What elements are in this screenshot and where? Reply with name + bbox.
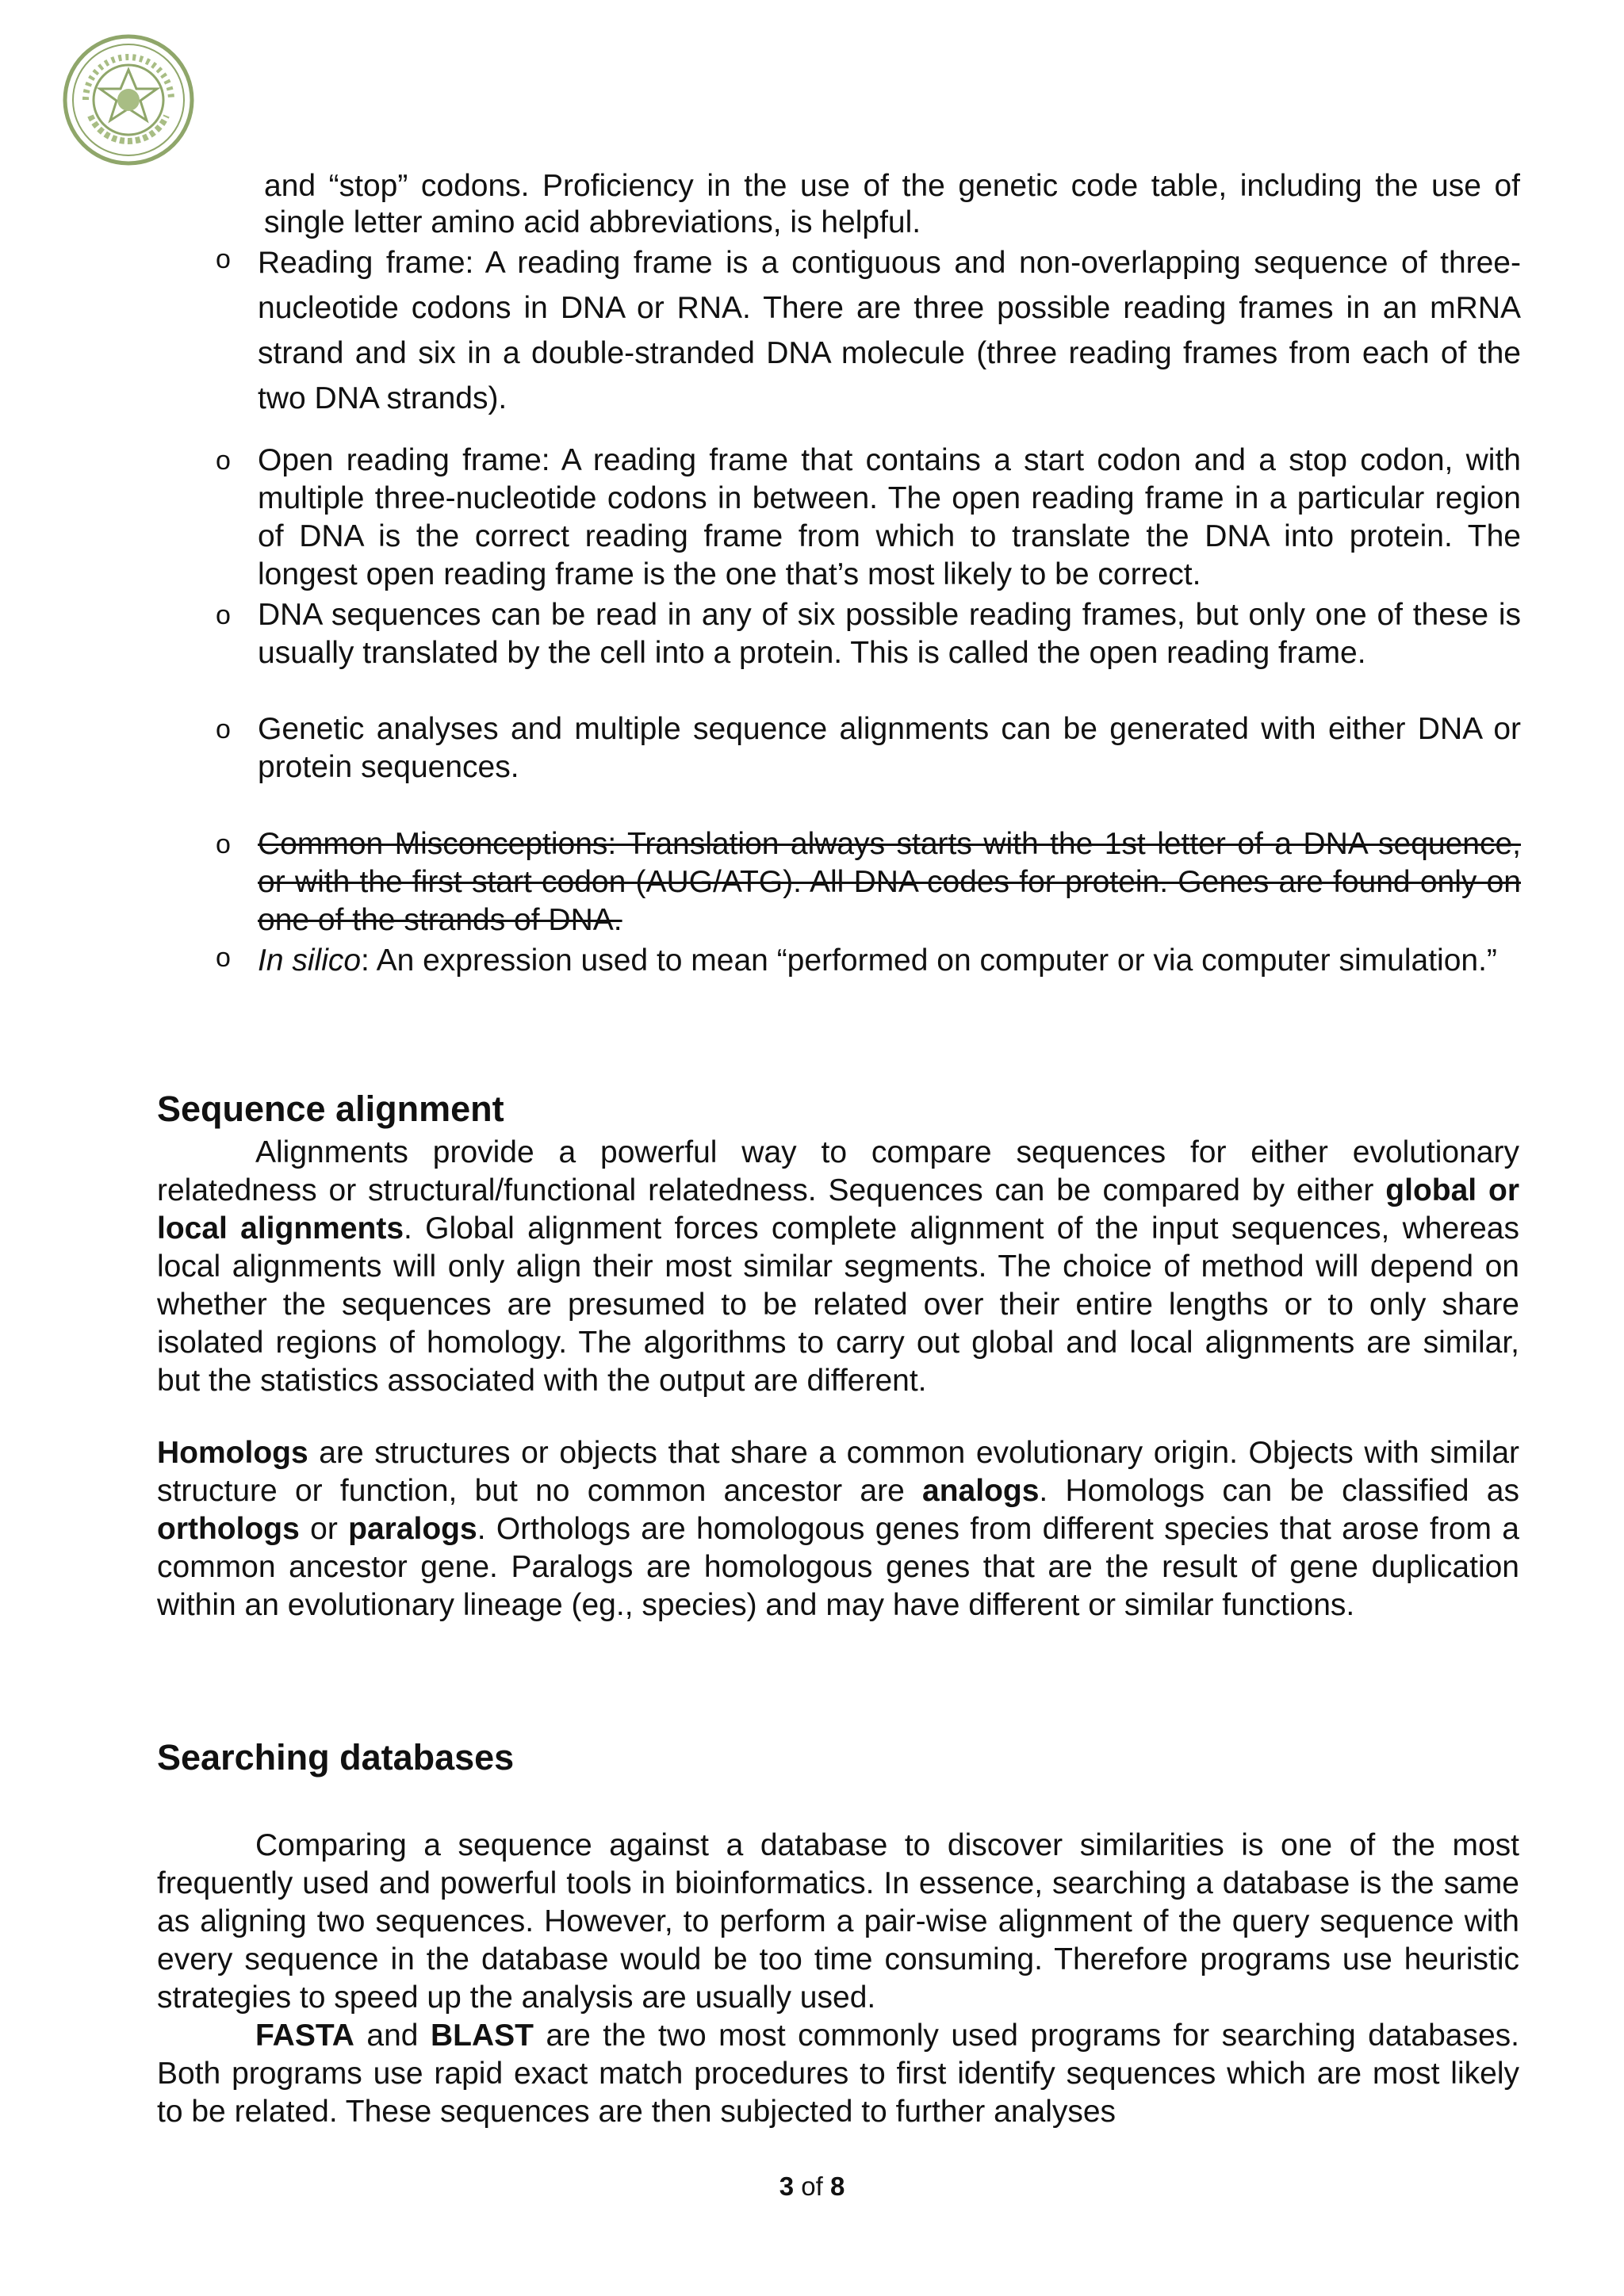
- continuation-text: and “stop” codons. Proficiency in the use of the genetic code table, including the use of single letter amino acid abbreviations, is helpful.: [264, 169, 1520, 239]
- list-item-six-frames: [216, 596, 1521, 672]
- text-run: and: [354, 2019, 431, 2053]
- bold-term-global-local: global or local alignments: [157, 1173, 1520, 1246]
- text-run: . Global alignment forces complete alignment of the input sequences, whereas local alignments will only align their most similar segments. The choice of method will depend on whether the sequences are presumed to be related over their entire lengths or to only share isolated regions of homology. The algorithms to carry out global and local alignments are similar, but the statistics associated with the output are different.: [157, 1211, 1519, 1398]
- bold-term-fasta: FASTA: [255, 2019, 354, 2053]
- bullet-marker: o: [216, 943, 231, 973]
- list-item-in-silico: [216, 939, 1521, 983]
- in-silico-term: In silico: [258, 943, 362, 978]
- text-run: . Orthologs are homologous genes from different species that arose from a common ancestor gene. Paralogs are homologous genes that are the result of gene duplication within an evolutionary lineage (eg., species) and may have different or similar functions.: [157, 1512, 1519, 1622]
- bold-term-orthologs: orthologs: [157, 1512, 300, 1546]
- list-item-genetic-analyses: [216, 710, 1521, 786]
- bullet-marker: o: [216, 600, 231, 630]
- page-number-footer: [0, 2171, 1624, 2202]
- bullet-marker: o: [216, 714, 231, 744]
- bullet-marker: o: [216, 446, 231, 476]
- list-item-open-reading-frame: [216, 442, 1521, 594]
- current-page-number: 3: [779, 2172, 795, 2201]
- list-item-misconceptions: [216, 825, 1521, 939]
- genetic-analyses-text: Genetic analyses and multiple sequence alignments can be generated with either DNA or protein sequences.: [258, 712, 1521, 784]
- in-silico-text: [258, 939, 1521, 983]
- sequence-alignment-paragraph-1: [157, 1134, 1519, 1400]
- sequence-alignment-heading: Sequence alignment: [157, 1089, 504, 1129]
- six-frames-text: DNA sequences can be read in any of six possible reading frames, but only one of these is usually translated by the cell into a protein. This is called the open reading frame.: [258, 598, 1521, 670]
- bold-term-blast: BLAST: [430, 2019, 534, 2053]
- text-run: . Homologs can be classified as: [1039, 1474, 1519, 1508]
- total-page-count: 8: [829, 2172, 845, 2201]
- reading-frame-text: Reading frame: A reading frame is a contiguous and non-overlapping sequence of three-nucleotide codons in DNA or RNA. There are three possible reading frames in an mRNA strand and six in a double-stranded DNA molecule (three reading frames from each of the two DNA strands).: [258, 246, 1521, 415]
- page-of-label: of: [801, 2172, 823, 2201]
- misconceptions-text: Common Misconceptions: Translation always starts with the 1st letter of a DNA sequence, or with the first start codon (AUG/ATG). All DNA codes for protein. Genes are found only on one of the strands of DNA.: [258, 827, 1521, 937]
- sequence-alignment-paragraph-2: [157, 1434, 1519, 1624]
- bold-term-paralogs: paralogs: [348, 1512, 477, 1546]
- bullet-marker: o: [216, 244, 231, 274]
- open-reading-frame-text: Open reading frame: A reading frame that contains a start codon and a stop codon, with multiple three-nucleotide codons in between. The open reading frame in a particular region of DNA is the correct reading frame from which to translate the DNA into protein. The longest open reading frame is the one that’s most likely to be correct.: [258, 443, 1521, 591]
- bold-term-homologs: Homologs: [157, 1436, 308, 1470]
- text-run: or: [299, 1512, 349, 1546]
- text-run: are structures or objects that share a common evolutionary origin. Objects with similar structure or function, but no common ancestor are: [157, 1436, 1519, 1508]
- university-seal-logo: [62, 33, 195, 166]
- text-run: are the two most commonly used programs for searching databases. Both programs use rapid exact match procedures to first identify sequences which are most likely to be related. These sequences are then subjected to further analyses: [157, 2019, 1519, 2129]
- in-silico-definition: : An expression used to mean “performed on computer or via computer simulation.”: [361, 943, 1497, 978]
- list-item-reading-frame: [216, 240, 1521, 421]
- searching-databases-paragraph-1: Comparing a sequence against a database to discover similarities is one of the most frequently used and powerful tools in bioinformatics. In essence, searching a database is the same as aligning two sequences. However, to perform a pair-wise alignment of the query sequence with every sequence in the database would be too time consuming. Therefore programs use heuristic strategies to speed up the analysis are usually used.: [157, 1828, 1519, 2015]
- bullet-marker: o: [216, 829, 231, 859]
- searching-databases-heading: Searching databases: [157, 1737, 515, 1777]
- text-run: Alignments provide a powerful way to compare sequences for either evolutionary relatedness or structural/functional relatedness. Sequences can be compared by either: [157, 1135, 1519, 1207]
- bold-term-analogs: analogs: [922, 1474, 1040, 1508]
- searching-databases-paragraph-2: [157, 2017, 1519, 2131]
